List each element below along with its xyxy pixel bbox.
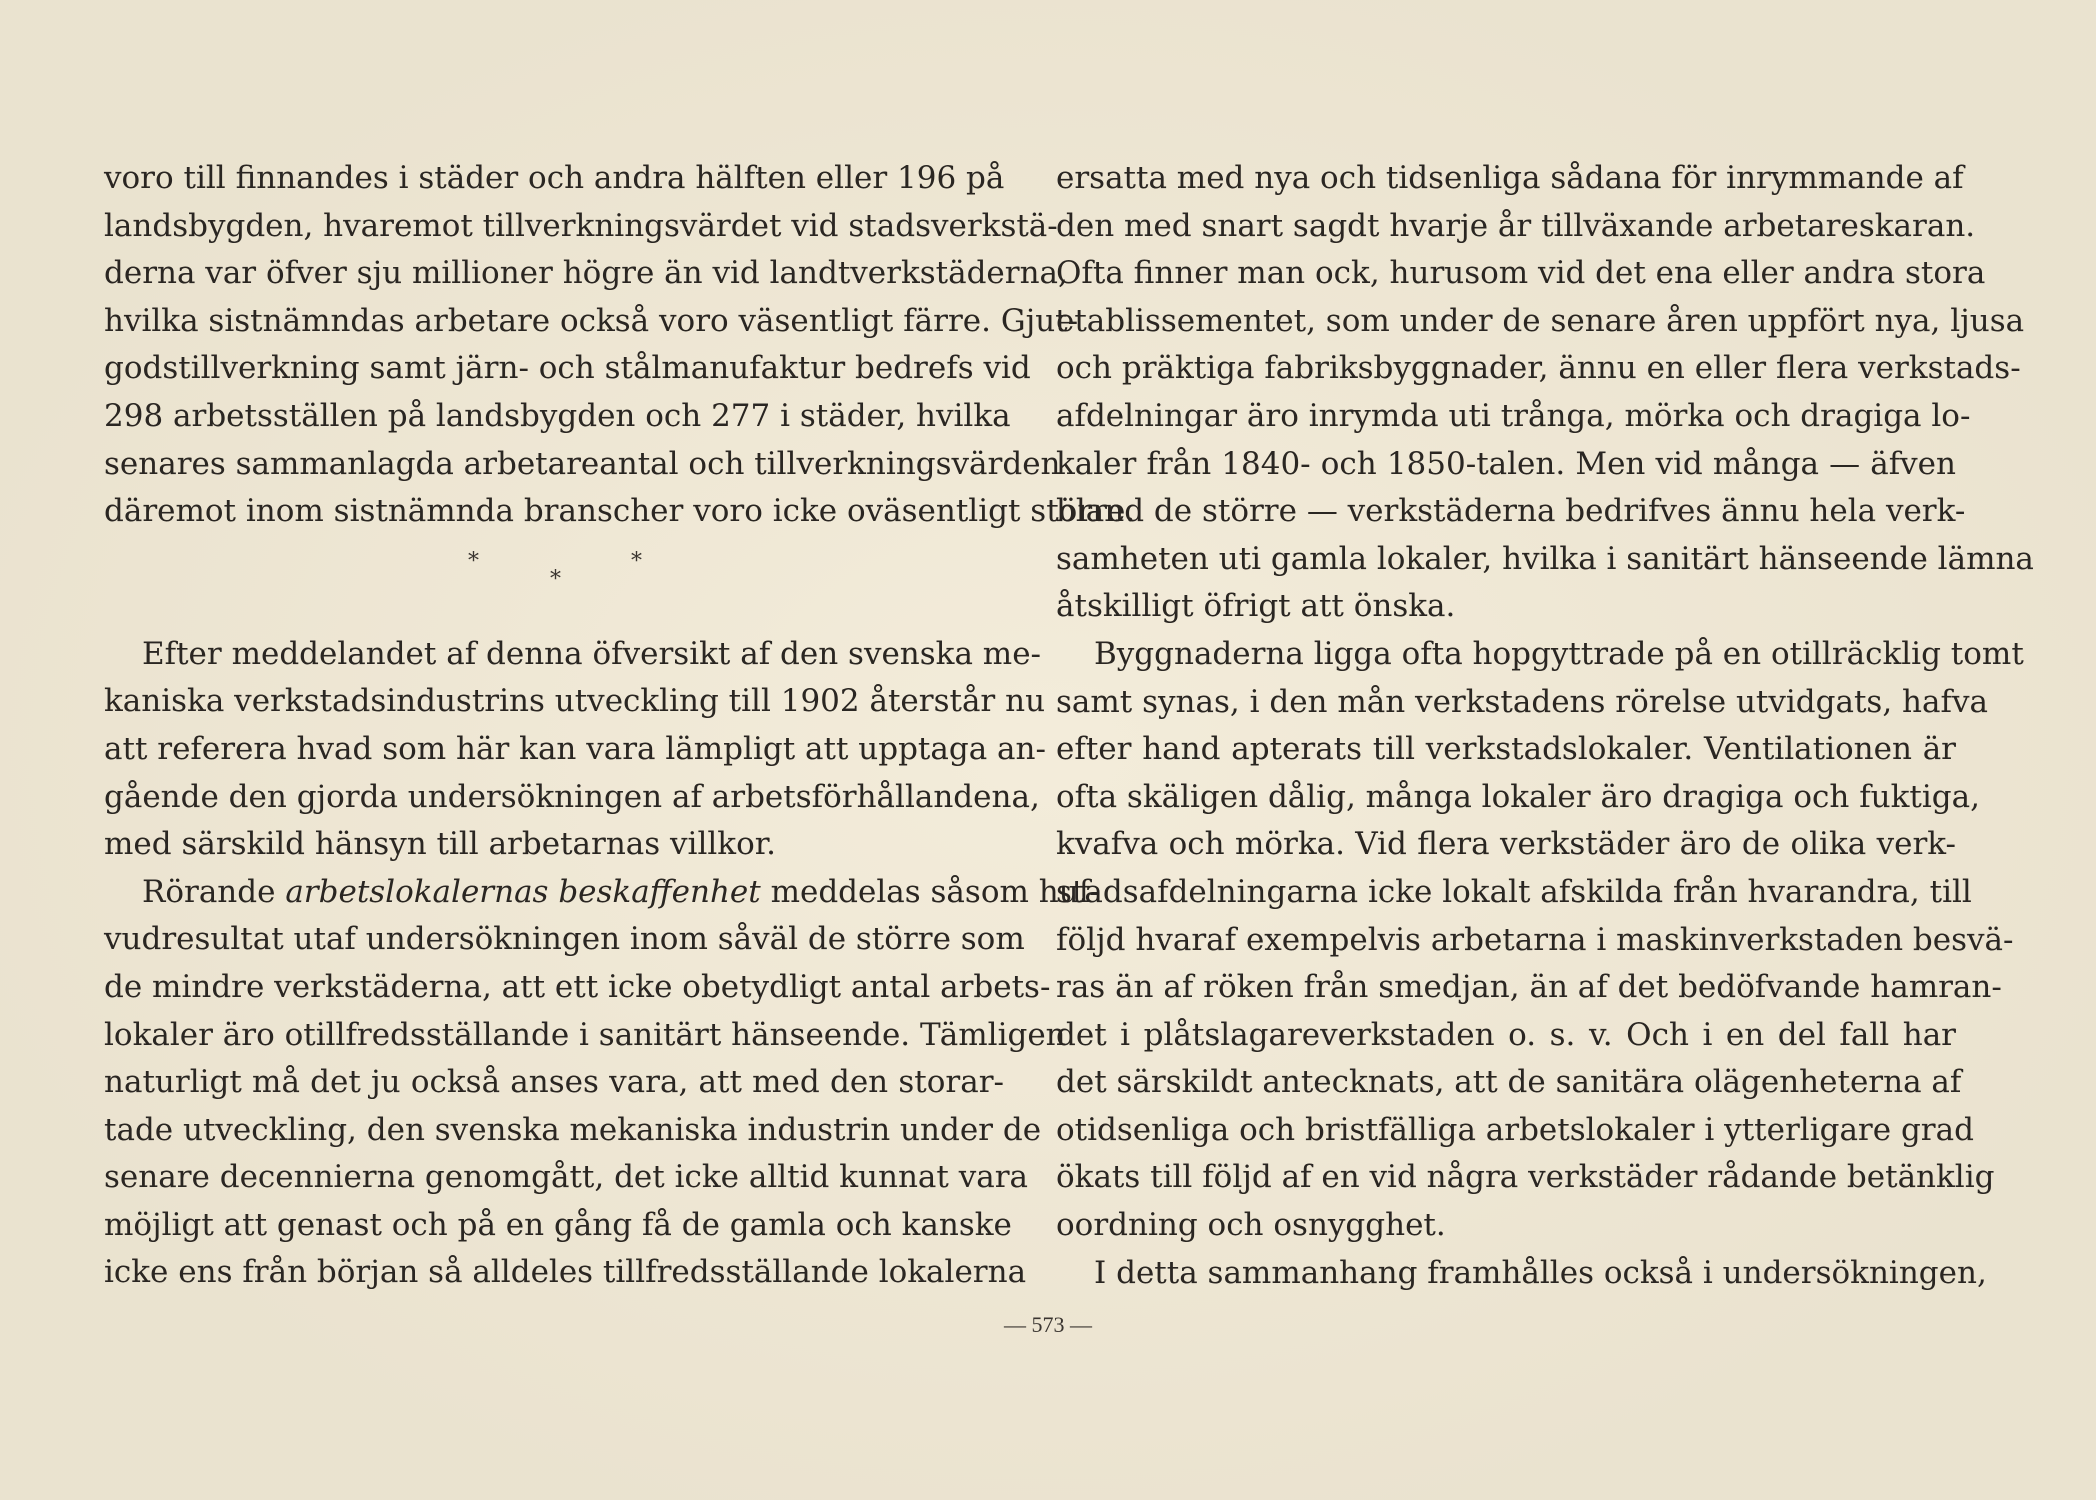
text-fragment: meddelas såsom huf- xyxy=(760,873,1100,910)
text-line: I detta sammanhang framhålles också i undersökningen, xyxy=(1094,1254,1987,1291)
text-line: Efter meddelandet af denna öfversikt af den svenska me- xyxy=(142,635,1042,672)
text-line: åtskilligt öfrigt att önska. xyxy=(1056,588,1456,625)
text-fragment: Rörande xyxy=(142,873,286,910)
text-line: det särskildt antecknats, att de sanitära olägenheterna af xyxy=(1056,1064,1962,1101)
text-line: med särskild hänsyn till arbetarnas villkor. xyxy=(104,826,777,863)
text-line: etablissementet, som under de senare åren uppfört nya, ljusa xyxy=(1056,302,2025,339)
left-column xyxy=(104,155,1136,1297)
text-line: ökats till följd af en vid några verkstäder rådande betänklig xyxy=(1056,1159,1995,1196)
paragraph-2 xyxy=(1056,631,2024,1250)
text-line: Byggnaderna ligga ofta hopgyttrade på en otillräcklig tomt xyxy=(1094,635,2024,672)
text-line: kvafva och mörka. Vid flera verkstäder äro de olika verk- xyxy=(1056,826,1956,863)
text-line: ras än af röken från smedjan, än af det bedöfvande hamran- xyxy=(1056,969,2002,1006)
page-number: — 573 — xyxy=(1004,1312,1092,1337)
text-line: godstillverkning samt järn- och stålmanufaktur bedrefs vid xyxy=(104,350,1031,387)
text-line: hvilka sistnämndas arbetare också voro väsentligt färre. Gjut- xyxy=(104,302,1079,339)
text-line: att referera hvad som här kan vara lämpligt att upptaga an- xyxy=(104,730,1046,767)
text-line: bland de större — verkstäderna bedrifves ännu hela verk- xyxy=(1056,493,1966,530)
paragraph-2 xyxy=(104,631,1046,869)
asterisk: * xyxy=(631,548,642,574)
paragraph-3 xyxy=(104,869,1100,1297)
text-line: voro till finnandes i städer och andra hälften eller 196 på xyxy=(104,160,1005,196)
text-line: efter hand apterats till verkstadslokaler. Ventilationen är xyxy=(1056,731,1956,768)
asterisk: * xyxy=(550,566,561,592)
text-line: följd hvaraf exempelvis arbetarna i maskinverkstaden besvä- xyxy=(1056,921,2014,958)
paragraph-1 xyxy=(104,155,1136,536)
text-line: 298 arbetsställen på landsbygden och 277 i städer, hvilka xyxy=(104,397,1011,434)
text-line: landsbygden, hvaremot tillverkningsvärdet vid stadsverkstä- xyxy=(104,207,1058,244)
text-line: ersatta med nya och tidsenliga sådana för inrymmande af xyxy=(1056,160,1964,196)
text-line: icke ens från början så alldeles tillfredsställande lokalerna xyxy=(104,1254,1027,1291)
text-line: ofta skäligen dålig, många lokaler äro dragiga och fuktiga, xyxy=(1056,778,1980,815)
text-line: vudresultat utaf undersökningen inom såväl de större som xyxy=(104,921,1025,958)
text-line: kaler från 1840- och 1850-talen. Men vid många — äfven xyxy=(1056,445,1956,482)
asterisk: * xyxy=(468,548,479,574)
text-line: möjligt att genast och på en gång få de gamla och kanske xyxy=(104,1206,1012,1243)
text-line: naturligt må det ju också anses vara, att med den storar- xyxy=(104,1064,1004,1101)
emphasized-term: arbetslokalernas beskaffenhet xyxy=(285,873,761,910)
text-line: stadsafdelningarna icke lokalt afskilda från hvarandra, till xyxy=(1056,873,1972,910)
text-line: derna var öfver sju millioner högre än vid landtverkstäderna, xyxy=(104,255,1068,292)
paragraph-1 xyxy=(1056,155,2034,631)
text-line: oordning och osnygghet. xyxy=(1056,1207,1446,1244)
text-line: senares sammanlagda arbetareantal och tillverkningsvärden xyxy=(104,445,1061,482)
text-line: den med snart sagdt hvarje år tillväxande arbetareskaran. xyxy=(1056,207,1976,244)
text-line: senare decennierna genomgått, det icke alltid kunnat vara xyxy=(104,1159,1029,1196)
text-line: samt synas, i den mån verkstadens rörelse utvidgats, hafva xyxy=(1056,683,1988,720)
text-line: de mindre verkstäderna, att ett icke obetydligt antal arbets- xyxy=(104,968,1051,1005)
text-line: lokaler äro otillfredsställande i sanitärt hänseende. Tämligen xyxy=(104,1016,1066,1053)
text-line: tade utveckling, den svenska mekaniska industrin under de xyxy=(104,1111,1042,1148)
right-column xyxy=(1056,155,2034,1297)
text-line: gående den gjorda undersökningen af arbetsförhållandena, xyxy=(104,778,1040,815)
text-line: kaniska verkstadsindustrins utveckling till 1902 återstår nu xyxy=(104,683,1046,720)
text-line: det i plåtslagareverkstaden o. s. v. Och i en del fall har xyxy=(1056,1016,1956,1053)
text-line: samheten uti gamla lokaler, hvilka i sanitärt hänseende lämna xyxy=(1056,540,2034,577)
text-line: och präktiga fabriksbyggnader, ännu en eller flera verkstads- xyxy=(1056,350,2021,387)
section-divider xyxy=(104,536,1004,631)
text-line: Ofta finner man ock, hurusom vid det ena eller andra stora xyxy=(1056,255,1986,292)
text-line xyxy=(104,869,1100,917)
text-line: afdelningar äro inrymda uti trånga, mörka och dragiga lo- xyxy=(1056,397,1971,434)
text-line: däremot inom sistnämnda branscher voro icke oväsentligt större. xyxy=(104,493,1136,530)
paragraph-3 xyxy=(1056,1250,1987,1298)
text-line: otidsenliga och bristfälliga arbetslokaler i ytterligare grad xyxy=(1056,1111,1974,1148)
